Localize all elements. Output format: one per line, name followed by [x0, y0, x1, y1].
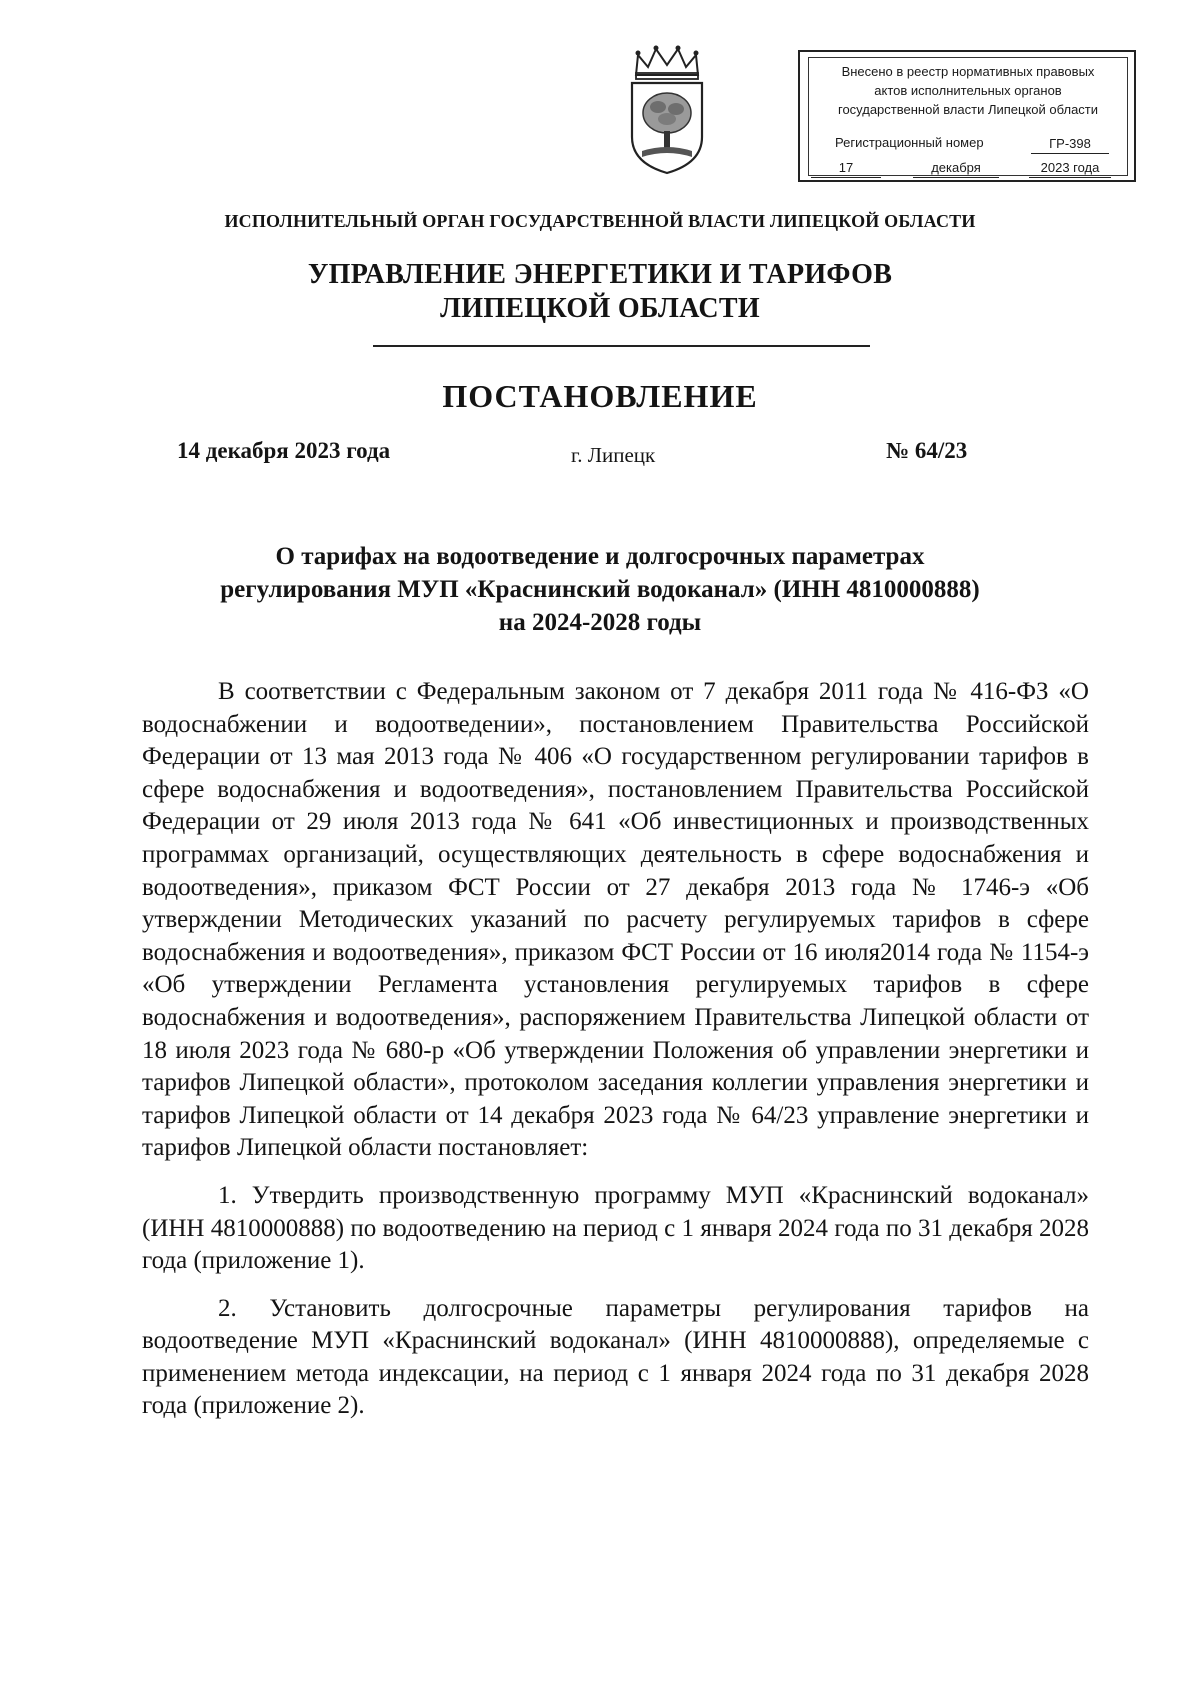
- department-name-line2: ЛИПЕЦКОЙ ОБЛАСТИ: [440, 293, 760, 324]
- coat-of-arms-emblem: [626, 45, 708, 179]
- stamp-month: декабря: [913, 159, 999, 178]
- stamp-day: 17: [811, 159, 881, 178]
- title-line1: О тарифах на водоотведение и долгосрочных параметрах: [275, 543, 925, 570]
- stamp-reg-label: Регистрационный номер: [835, 135, 984, 150]
- stamp-text-line1: Внесено в реестр нормативных правовых: [841, 64, 1095, 79]
- title-line2: регулирования МУП «Краснинский водоканал» (ИНН 4810000888): [220, 576, 980, 603]
- department-name: [0, 258, 1200, 326]
- title-line3: на 2024-2028 годы: [498, 609, 702, 636]
- resolution-item-2: 2. Установить долгосрочные параметры регулирования тарифов на водоотведение МУП «Краснинский водоканал» (ИНН 4810000888), определяемые с применением метода индексации, на период с 1 января 2024 года по 31 декабря 2028 года (приложение 2).: [142, 1294, 1089, 1420]
- document-city: г. Липецк: [571, 443, 656, 467]
- document-date: 14 декабря 2023 года: [177, 438, 391, 463]
- document-number: № 64/23: [886, 438, 968, 463]
- stamp-year: 2023 года: [1029, 159, 1111, 178]
- stamp-text-line2: актов исполнительных органов: [874, 83, 1062, 98]
- document-body: [142, 676, 1089, 1423]
- stamp-inner-frame: [808, 57, 1128, 176]
- preamble-paragraph: В соответствии с Федеральным законом от 7 декабря 2011 года № 416-ФЗ «О водоснабжении и водоотведении», постановлением Правительства Российской Федерации от 13 мая 2013 года № 406 «О государственном регулировании тарифов в сфере водоснабжения и водоотведения», постановлением Правительства Российской Федерации от 29 июля 2013 года № 641 «Об инвестиционных и производственных программах организаций, осуществляющих деятельность в сфере водоснабжения и водоотведения», приказом ФСТ России от 27 декабря 2013 года № 1746-э «Об утверждении Методических указаний по расчету регулируемых тарифов в сфере водоснабжения и водоотведения», приказом ФСТ России от 16 июля2014 года № 1154-э «Об утверждении Регламента установления регулируемых тарифов в сфере водоснабжения и водоотведения», распоряжением Правительства Липецкой области от 18 июля 2023 года № 680-р «Об утверждении Положения об управлении энергетики и тарифов Липецкой области», протоколом заседания коллегии управления энергетики и тарифов Липецкой области от 14 декабря 2023 года № 64/23 управление энергетики и тарифов Липецкой области постановляет:: [142, 678, 1089, 1162]
- stamp-reg-number: ГР-398: [1031, 135, 1109, 154]
- issuing-organization: ИСПОЛНИТЕЛЬНЫЙ ОРГАН ГОСУДАРСТВЕННОЙ ВЛАСТИ ЛИПЕЦКОЙ ОБЛАСТИ: [224, 211, 976, 231]
- document-type: ПОСТАНОВЛЕНИЕ: [442, 378, 758, 414]
- header-divider: [373, 345, 870, 347]
- registry-stamp: [798, 50, 1136, 182]
- stamp-text-line3: государственной власти Липецкой области: [837, 102, 1099, 117]
- resolution-item-1: 1. Утвердить производственную программу МУП «Краснинский водоканал» (ИНН 4810000888) по водоотведению на период с 1 января 2024 года по 31 декабря 2028 года (приложение 1).: [142, 1181, 1089, 1275]
- department-name-line1: УПРАВЛЕНИЕ ЭНЕРГЕТИКИ И ТАРИФОВ: [307, 259, 893, 290]
- document-title: [150, 540, 1050, 639]
